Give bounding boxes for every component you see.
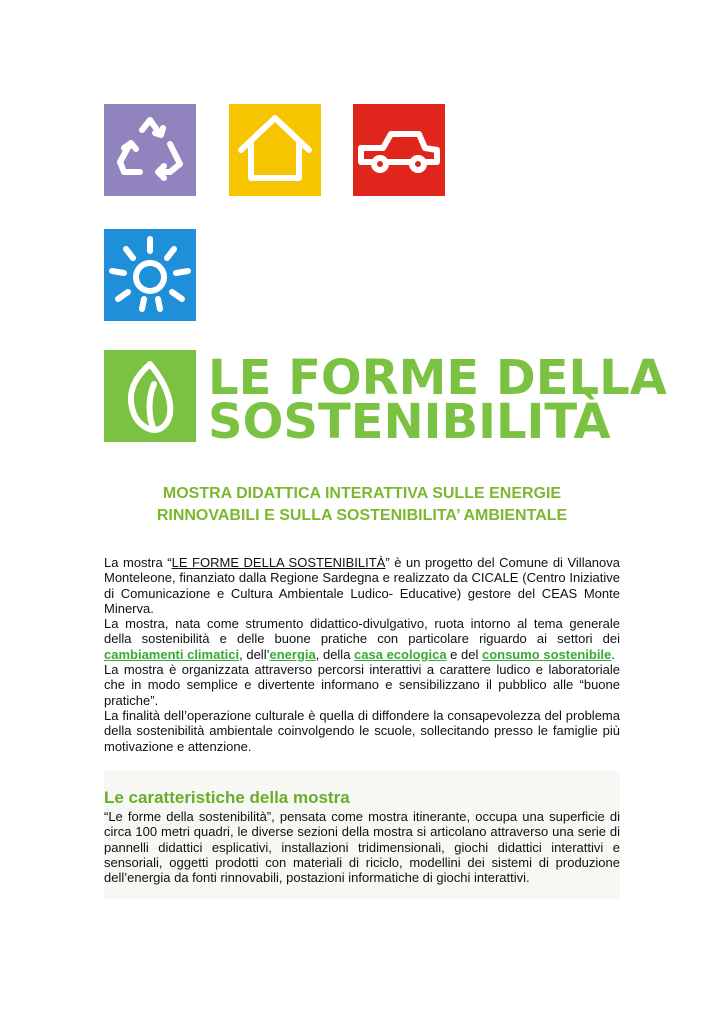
exhibition-title: LE FORME DELLA SOSTENIBILITÀ <box>171 555 386 570</box>
intro-paragraph-3: La mostra è organizzata attraverso percorsi interattivi a carattere ludico e laboratoriale che in modo semplice e divertente informano e sensibilizzano il pubblico alle “buone pratiche”. <box>104 662 620 708</box>
sun-icon <box>104 229 196 321</box>
car-tile <box>353 104 445 196</box>
house-icon <box>229 104 321 196</box>
logo-title-line-1: LE FORME DELLA <box>208 350 667 406</box>
keyword-eco-house-link[interactable]: casa ecologica <box>354 646 447 662</box>
keyword-energy-link[interactable]: energia <box>269 646 316 662</box>
features-section-title: Le caratteristiche della mostra <box>104 788 350 807</box>
leaf-icon <box>104 350 196 442</box>
intro-p2-sep-3: e del <box>446 646 482 662</box>
intro-p1-end: ” è un progetto del Comune di Villanova Monteleone, finanziato dalla Regione Sardegna e realizzato da CICALE (Centro Iniziative di Comunicazione e Cultura Ambientale Ludico- Educative) gestore del CEAS Monte Minerva. <box>104 555 620 616</box>
subtitle-line-1: MOSTRA DIDATTICA INTERATTIVA SULLE ENERGIE <box>162 485 562 502</box>
logo-mark <box>104 350 196 442</box>
intro-p1-start: La mostra “ <box>104 555 172 570</box>
logo-title-line-2: SOSTENIBILITÀ <box>208 394 611 450</box>
features-section-text: “Le forme della sostenibilità”, pensata come mostra itinerante, occupa una superficie di circa 100 metri quadri, le diverse sezioni della mostra si articolano attraverso una serie di pannelli didattici esplicativi, installazioni tridimensionali, giochi didattici interattivi e sensoriali, oggetti prodotti con materiali di riciclo, modellini dei sistemi di produzione dell’energia da fonti rinnovabili, postazioni informatiche di giochi interattivi. <box>104 809 620 886</box>
house-tile <box>229 104 321 196</box>
intro-p2-sep-1: , dell’ <box>239 646 270 662</box>
keyword-sustainable-consumption-link[interactable]: consumo sostenibile <box>481 646 612 662</box>
intro-paragraph-2 <box>104 616 620 662</box>
intro-p2-start: La mostra, nata come strumento didattico-divulgativo, ruota intorno al tema generale della sostenibilità e delle buone pratiche con particolare riguardo ai settori dei <box>104 616 620 647</box>
car-icon <box>353 104 445 196</box>
sun-tile <box>104 229 196 321</box>
intro-p2-sep-2: , della <box>315 646 355 662</box>
recycle-icon <box>104 104 196 196</box>
recycle-tile <box>104 104 196 196</box>
subtitle-line-2: RINNOVABILI E SULLA SOSTENIBILITA’ AMBIENTALE <box>156 507 568 524</box>
intro-paragraph-4: La finalità dell’operazione culturale è quella di diffondere la consapevolezza del problema della sostenibilità ambientale coinvolgendo le scuole, sollecitando presso le famiglie più motivazione e attenzione. <box>104 707 620 754</box>
keyword-climate-change-link[interactable]: cambiamenti climatici <box>104 646 240 662</box>
intro-p2-end: . <box>611 646 615 662</box>
intro-text <box>104 555 620 754</box>
intro-paragraph-1 <box>104 555 620 616</box>
